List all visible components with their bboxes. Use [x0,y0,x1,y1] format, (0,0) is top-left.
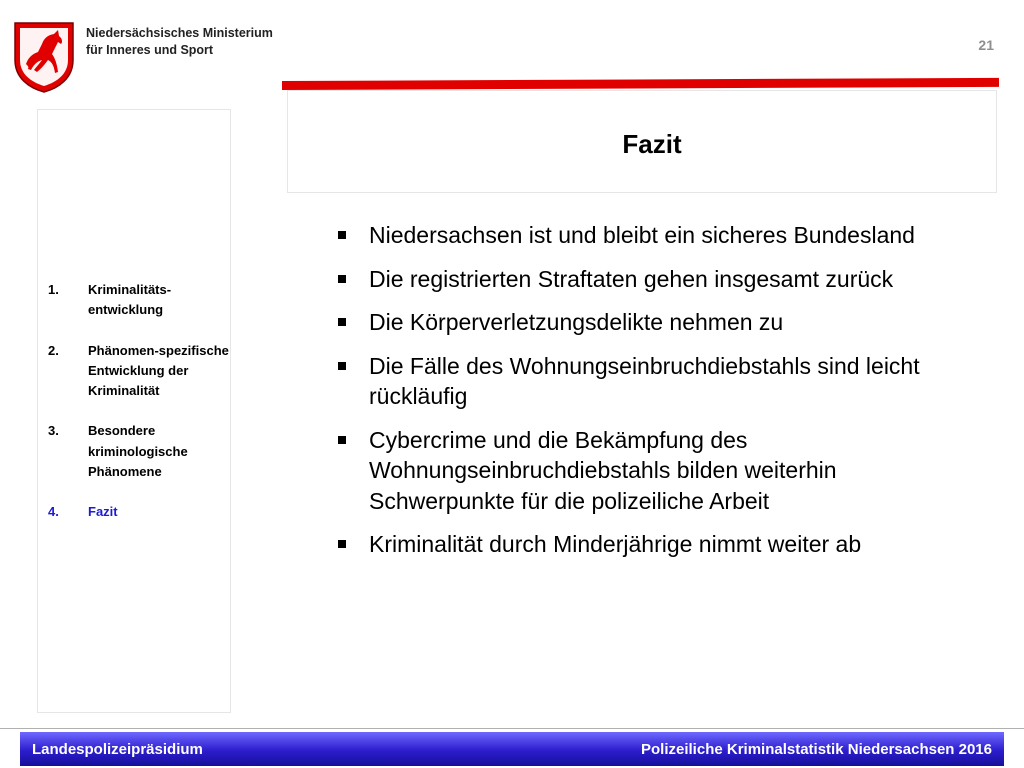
sidebar-panel [37,109,231,713]
square-bullet-icon [338,529,369,560]
sidebar-item-label: Fazit [88,504,118,520]
list-item [338,220,938,251]
list-item [338,529,938,560]
sidebar-nav [48,280,230,543]
list-item [338,307,938,338]
square-bullet-icon [338,307,369,338]
sidebar-item-number: 1. [48,282,59,297]
sidebar-item-label: Phänomen-spezifische Entwicklung der Kriminalität [88,342,229,399]
bullet-list [338,220,938,573]
sidebar-item-label: Besondere kriminologische Phänomene [88,423,188,480]
square-bullet-icon [338,220,369,251]
bullet-text: Niedersachsen ist und bleibt ein sicheres Bundesland [369,222,915,248]
square-bullet-icon [338,425,369,517]
sidebar-item-number: 4. [48,504,59,520]
sidebar-item-fazit[interactable] [48,502,230,522]
bullet-text: Die registrierten Straftaten gehen insgesamt zurück [369,265,894,292]
sidebar-item-phaenomen-entwicklung[interactable] [48,341,230,402]
sidebar-item-number: 2. [48,342,59,358]
footer-bar [20,732,1004,766]
square-bullet-icon [338,351,369,412]
slide-title: Fazit [622,129,682,159]
header-accent-line [282,78,999,90]
footer-organization: Landespolizeipräsidium [32,740,203,758]
sidebar-item-kriminalitaetsentwicklung[interactable] [48,280,230,321]
lower-saxony-crest-horse-icon [12,20,76,94]
sidebar-item-number: 3. [48,423,59,439]
ministry-name-line1: Niedersächsisches Ministerium [86,26,273,40]
ministry-name-line2: für Inneres und Sport [86,43,214,57]
page-number: 21 [978,37,994,53]
bullet-text: Die Fälle des Wohnungseinbruchdiebstahls sind leicht rückläufig [369,352,920,409]
footer-divider [0,728,1024,729]
bullet-text: Cybercrime und die Bekämpfung des Wohnungseinbruchdiebstahls bilden weiterhin Schwerpunkte für die polizeiliche Arbeit [369,426,837,514]
bullet-text: Kriminalität durch Minderjährige nimmt weiter ab [369,531,862,557]
sidebar-item-label: Kriminalitäts-entwicklung [88,282,172,318]
list-item [338,425,938,517]
sidebar-item-besondere-phaenomene[interactable] [48,421,230,482]
square-bullet-icon [338,264,369,295]
footer-report-title: Polizeiliche Kriminalstatistik Niedersachsen 2016 [641,740,992,758]
ministry-name [86,25,273,59]
list-item [338,264,938,295]
title-box [287,90,997,193]
bullet-text: Die Körperverletzungsdelikte nehmen zu [369,309,784,335]
list-item [338,351,938,412]
